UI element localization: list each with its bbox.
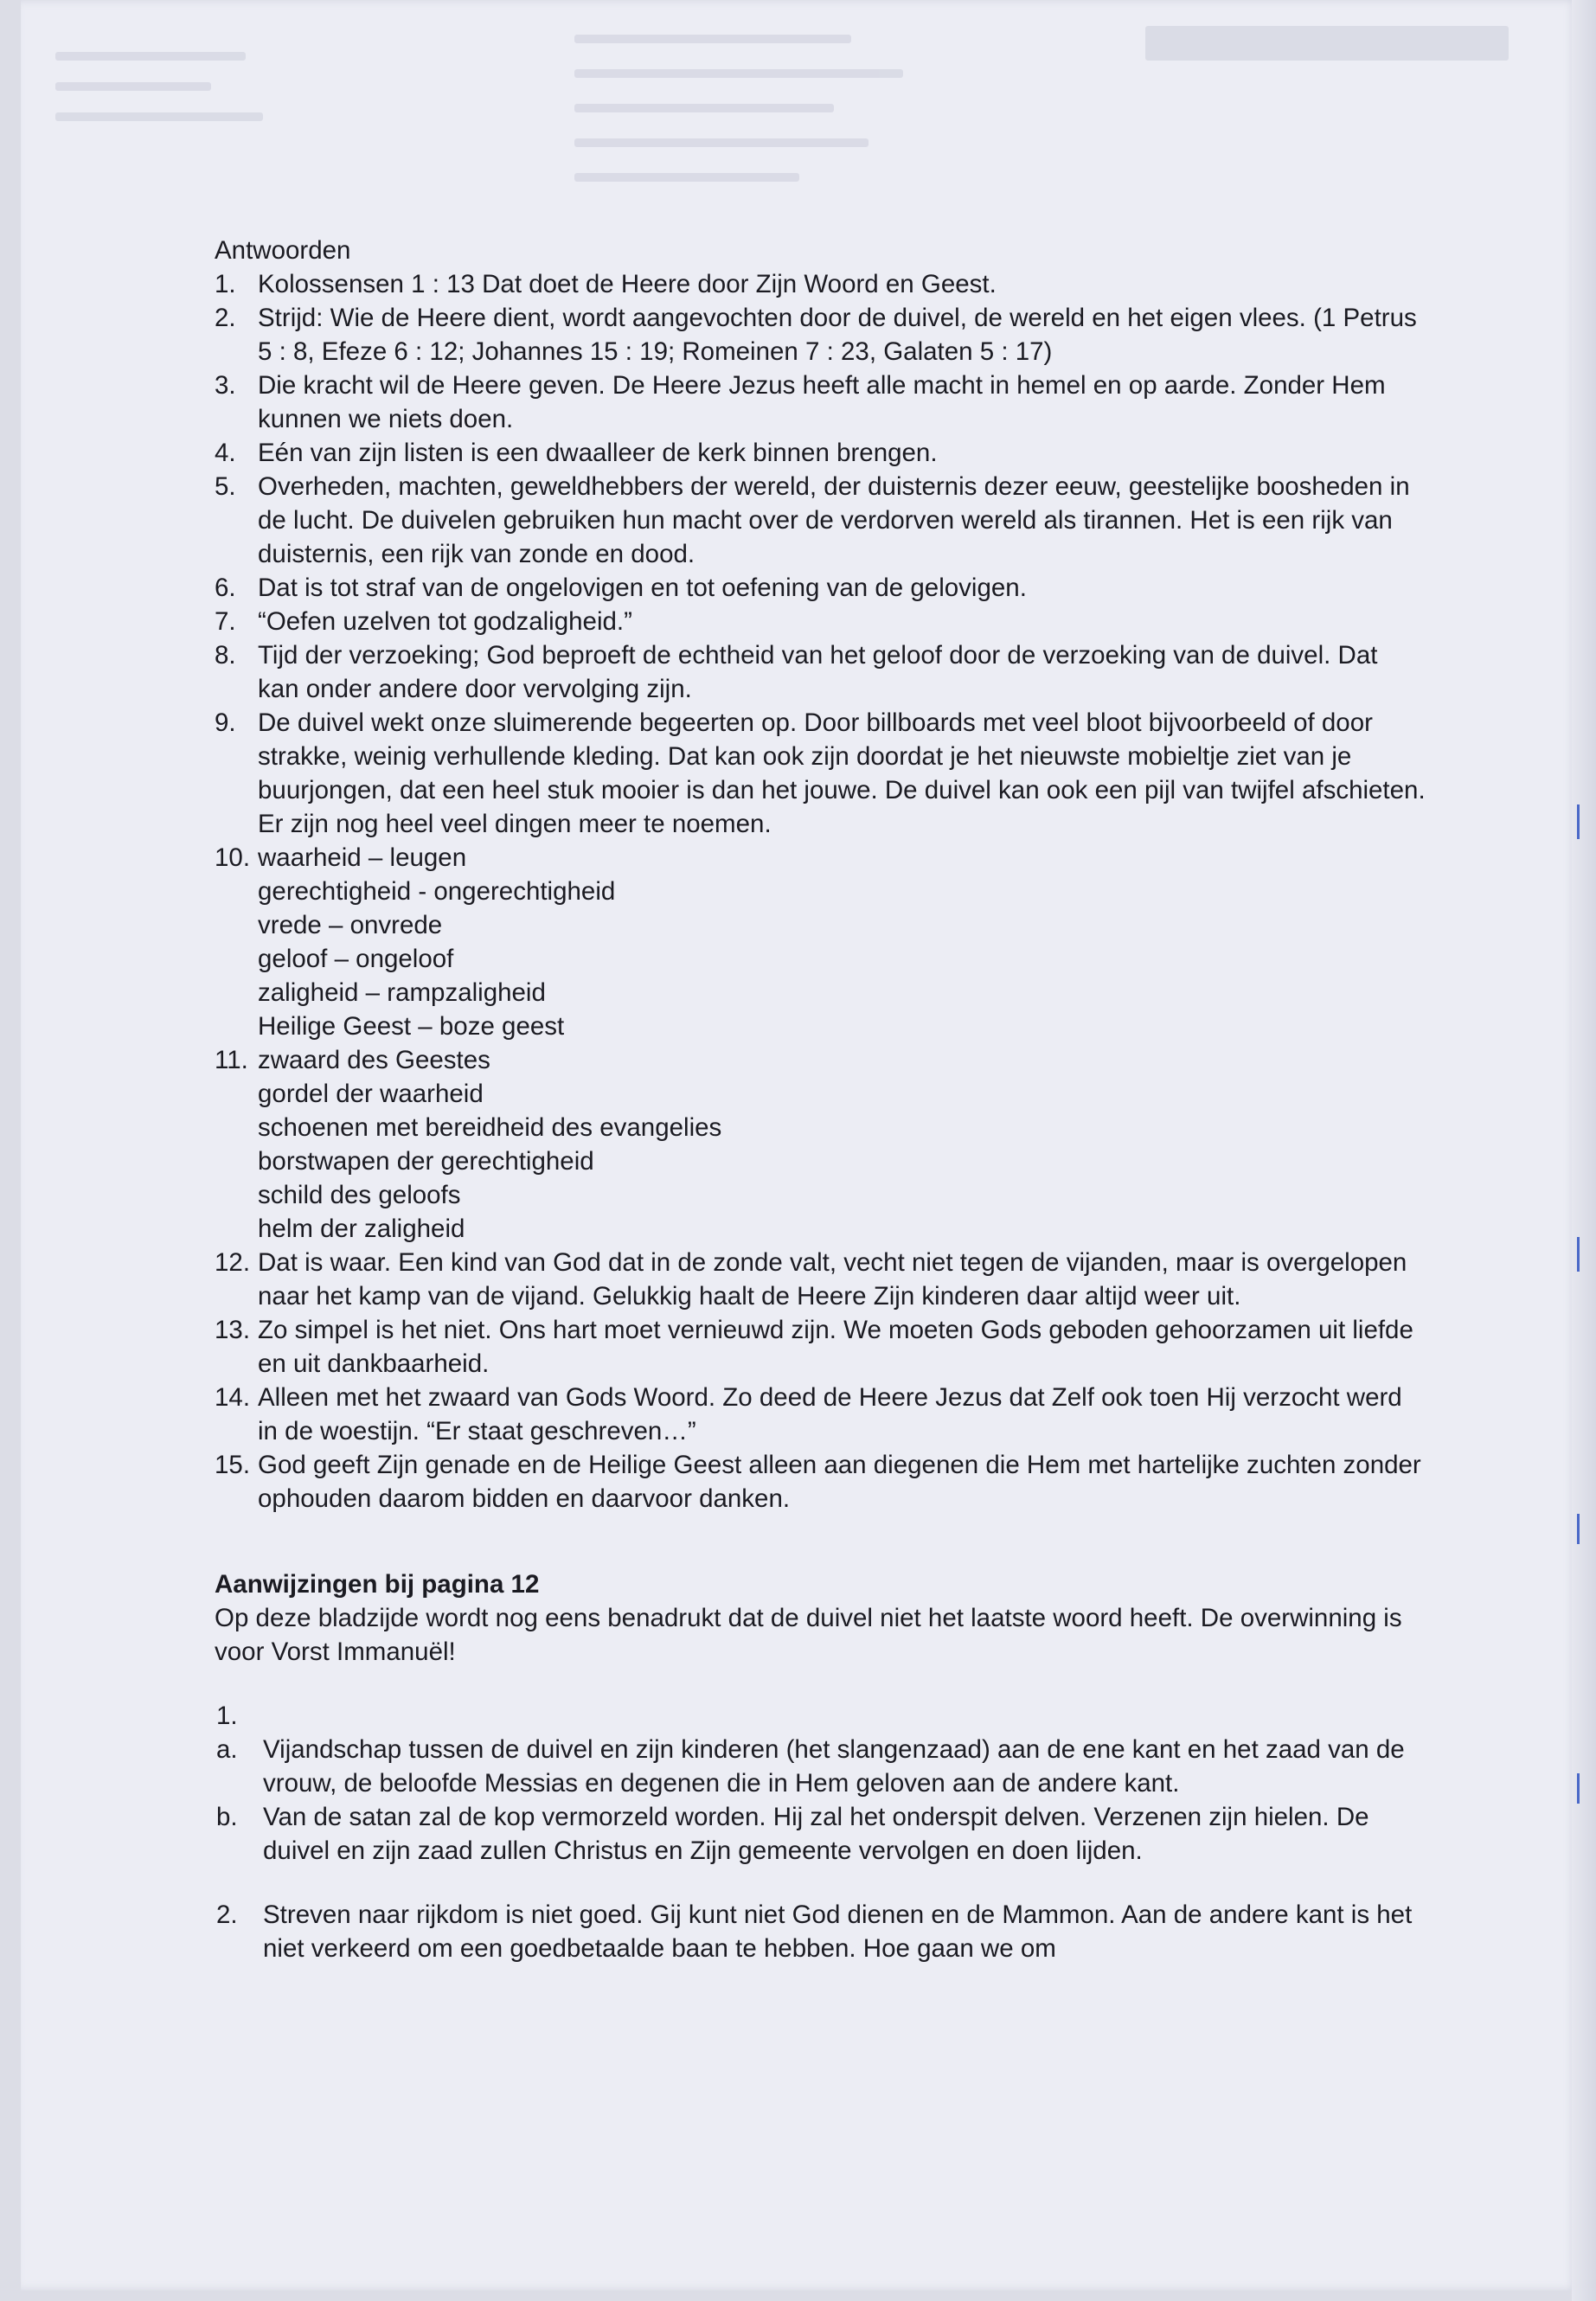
list-item: 8. Tijd der verzoeking; God beproeft de echtheid van het geloof door de verzoeking van de duivel. Dat kan onder andere door vervolging zijn.: [215, 641, 1378, 703]
list-item: 9. De duivel wekt onze sluimerende begeerten op. Door billboards met veel bloot bijvoorbeeld of door strakke, weinig verhullende kleding. Dat kan ook zijn doordat je het nieuwste mobieltje ziet van je buurjongen, dat een heel stuk mooier is dan het jouwe. De duivel kan ook een pijl van twijfel afschieten. Er zijn nog heel veel dingen meer te noemen.: [215, 708, 1426, 838]
page-sheet: [21, 0, 1578, 2291]
guidance-section: [215, 1567, 1426, 1965]
page-edge: [1572, 0, 1596, 2301]
list-item: 12. Dat is waar. Een kind van God dat in de zonde valt, vecht niet tegen de vijanden, maar is overgelopen naar het kamp van de vijand. Gelukkig haalt de Heere Zijn kinderen daar altijd weer uit.: [215, 1248, 1407, 1311]
answers-list: [215, 267, 1426, 1516]
show-through-text: [21, 0, 1578, 199]
section-title: Aanwijzingen bij pagina 12: [215, 1570, 540, 1599]
question-1: [215, 1699, 1426, 1868]
question-label-row: 1.: [216, 1702, 238, 1730]
list-item: 4. Eén van zijn listen is een dwaalleer de kerk binnen brengen.: [215, 439, 938, 467]
list-item: 1. Kolossensen 1 : 13 Dat doet de Heere door Zijn Woord en Geest.: [215, 270, 997, 298]
list-item: 14. Alleen met het zwaard van Gods Woord. Zo deed de Heere Jezus dat Zelf ook toen Hij verzocht werd in de woestijn. “Er staat geschreven…”: [215, 1383, 1402, 1445]
section-intro: Op deze bladzijde wordt nog eens benadrukt dat de duivel niet het laatste woord heeft. De overwinning is voor Vorst Immanuël!: [215, 1604, 1402, 1666]
list-item: a. Vijandschap tussen de duivel en zijn kinderen (het slangenzaad) aan de ene kant en het zaad van de vrouw, de beloofde Messias en degenen die in Hem geloven aan de andere kant.: [216, 1735, 1405, 1798]
answers-heading: Antwoorden: [215, 236, 351, 265]
list-item: 5. Overheden, machten, geweldhebbers der wereld, der duisternis dezer eeuw, geestelijke boosheden in de lucht. De duivelen gebruiken hun macht over de verdorven wereld als tirannen. Het is een rijk van duisternis, een rijk van zonde en dood.: [215, 472, 1410, 568]
list-item: 2. Streven naar rijkdom is niet goed. Gij kunt niet God dienen en de Mammon. Aan de andere kant is het niet verkeerd om een goedbetaalde baan te hebben. Hoe gaan we om: [216, 1900, 1413, 1963]
list-item: 11. zwaard des Geestes gordel der waarheid schoenen met bereidheid des evangelies borstwapen der gerechtigheid schild des geloofs helm der zaligheid: [215, 1046, 722, 1243]
question-2: [215, 1898, 1426, 1965]
list-item: 6. Dat is tot straf van de ongelovigen en tot oefening van de gelovigen.: [215, 574, 1027, 602]
list-item: 15. God geeft Zijn genade en de Heilige Geest alleen aan diegenen die Hem met hartelijke zuchten zonder ophouden daarom bidden en daarvoor danken.: [215, 1451, 1421, 1513]
list-item: 13. Zo simpel is het niet. Ons hart moet vernieuwd zijn. We moeten Gods geboden gehoorzamen uit liefde en uit dankbaarheid.: [215, 1316, 1413, 1378]
list-item: 3. Die kracht wil de Heere geven. De Heere Jezus heeft alle macht in hemel en op aarde. Zonder Hem kunnen we niets doen.: [215, 371, 1386, 433]
list-item: 2. Strijd: Wie de Heere dient, wordt aangevochten door de duivel, de wereld en het eigen vlees. (1 Petrus 5 : 8, Efeze 6 : 12; Johannes 15 : 19; Romeinen 7 : 23, Galaten 5 : 17): [215, 304, 1417, 366]
document-body: [215, 234, 1426, 1965]
list-item: 10. waarheid – leugen gerechtigheid - ongerechtigheid vrede – onvrede geloof – ongeloof zaligheid – rampzaligheid Heilige Geest – boze geest: [215, 843, 616, 1041]
list-item: b. Van de satan zal de kop vermorzeld worden. Hij zal het onderspit delven. Verzenen zijn hielen. De duivel en zijn zaad zullen Christus en Zijn gemeente vervolgen en doen lijden.: [216, 1803, 1369, 1865]
list-item: 7. “Oefen uzelven tot godzaligheid.”: [215, 607, 632, 636]
